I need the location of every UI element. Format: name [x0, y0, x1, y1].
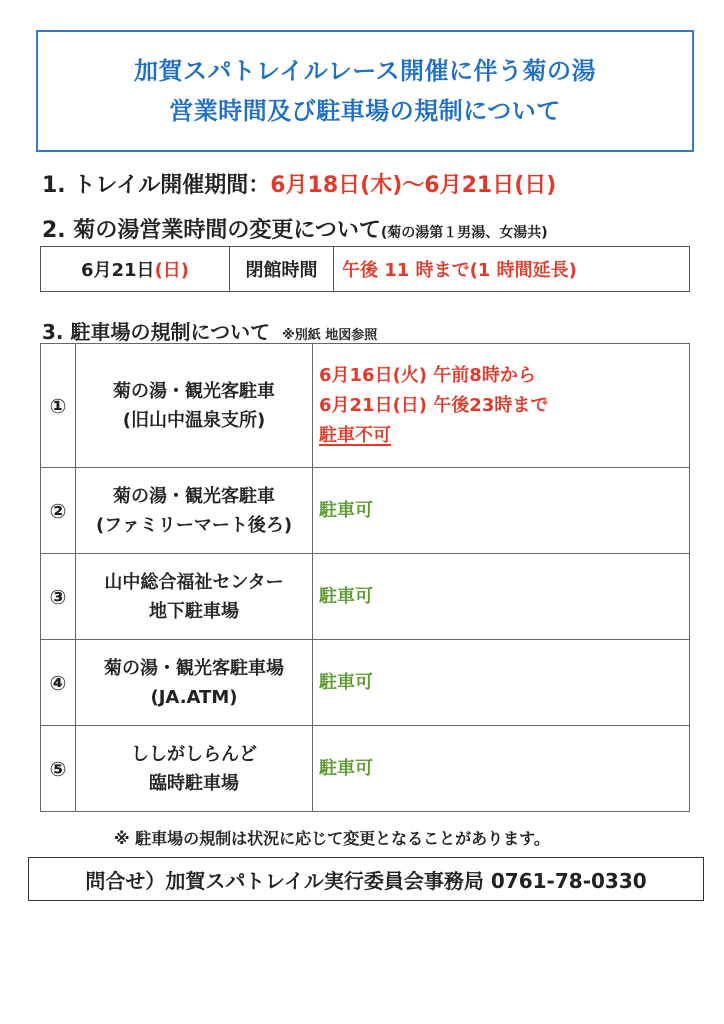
table-row	[41, 726, 690, 812]
footnote: ※ 駐車場の規制は状況に応じて変更となることがあります。	[114, 829, 550, 848]
parking-name-sub: (旧山中温泉支所)	[122, 409, 266, 431]
parking-name-cell	[76, 726, 313, 812]
parking-table	[40, 343, 690, 812]
parking-name: ししがしらんど	[131, 743, 257, 765]
section-1-label: 1. トレイル開催期間：	[42, 173, 271, 198]
table-row	[41, 468, 690, 554]
section-1-heading	[42, 168, 556, 199]
event-period: 6月18日(木)～6月21日(日)	[270, 173, 557, 198]
section-2-heading	[42, 213, 548, 244]
closing-time-label: 閉館時間	[230, 247, 334, 291]
section-3-note: ※別紙 地図参照	[282, 328, 378, 343]
parking-name: 菊の湯・観光客駐車	[113, 380, 275, 402]
parking-name-cell	[76, 344, 313, 468]
parking-name-cell	[76, 468, 313, 554]
parking-status: 駐車可	[313, 554, 690, 640]
parking-name-sub: 地下駐車場	[149, 600, 239, 622]
hours-change-row	[40, 246, 690, 292]
parking-name: 山中総合福祉センター	[104, 571, 284, 593]
section-3-heading	[42, 316, 377, 345]
parking-number: ①	[41, 344, 76, 468]
parking-name-sub: (JA.ATM)	[150, 686, 238, 708]
parking-status	[319, 421, 689, 451]
table-row	[41, 554, 690, 640]
parking-name: 菊の湯・観光客駐車	[113, 485, 275, 507]
closing-time-value: 午後 11 時まで(1 時間延長)	[342, 260, 577, 281]
parking-number: ⑤	[41, 726, 76, 812]
parking-name-sub: 臨時駐車場	[149, 772, 239, 794]
parking-number: ②	[41, 468, 76, 554]
no-parking-label: 駐車不可	[319, 424, 391, 446]
parking-number: ③	[41, 554, 76, 640]
parking-name-cell	[76, 554, 313, 640]
parking-status: 駐車可	[313, 468, 690, 554]
hours-date-day: (日)	[154, 260, 190, 281]
parking-name-cell	[76, 640, 313, 726]
hours-date-cell	[41, 247, 230, 291]
title-box	[36, 30, 694, 152]
parking-status: 駐車可	[313, 640, 690, 726]
parking-status: 駐車可	[313, 726, 690, 812]
section-3-label: 3. 駐車場の規制について	[42, 320, 271, 344]
section-2-note: (菊の湯第１男湯、女湯共)	[380, 225, 548, 241]
title-line-2: 営業時間及び駐車場の規制について	[169, 97, 561, 125]
restriction-end: 6月21日(日) 午後23時まで	[319, 394, 549, 416]
parking-status-cell	[313, 344, 690, 468]
parking-number: ④	[41, 640, 76, 726]
section-2-label: 2. 菊の湯営業時間の変更について	[42, 218, 381, 243]
title-line-1: 加賀スパトレイルレース開催に伴う菊の湯	[133, 57, 597, 85]
table-row	[41, 344, 690, 468]
hours-date: 6月21日	[80, 260, 155, 281]
contact-box: 問合せ）加賀スパトレイル実行委員会事務局 0761-78-0330	[28, 857, 704, 901]
parking-name: 菊の湯・観光客駐車場	[104, 657, 284, 679]
parking-name-sub: (ファミリーマート後ろ)	[95, 514, 293, 536]
table-row	[41, 640, 690, 726]
restriction-start: 6月16日(火) 午前8時から	[319, 364, 536, 386]
